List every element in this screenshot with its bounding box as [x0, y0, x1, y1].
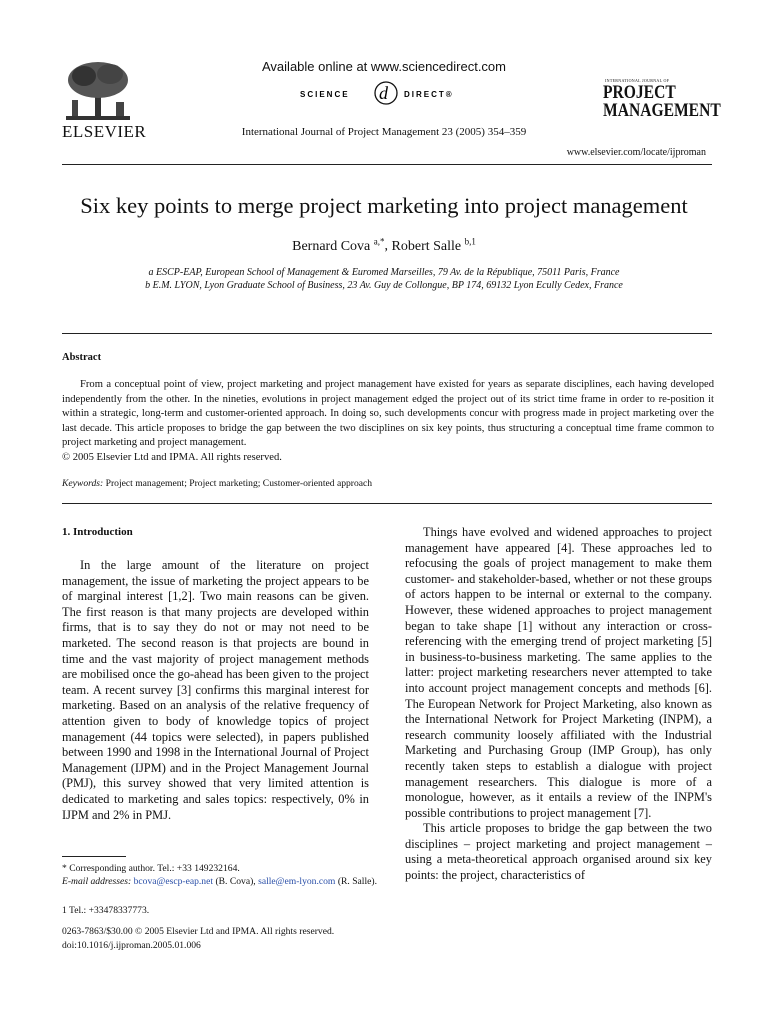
affiliation-b: b E.M. LYON, Lyon Graduate School of Business, 23 Av. Guy de Collongue, BP 174, 69132 Lyon Ecully Cedex, France [145, 280, 623, 291]
sd-right: DIRECT® [404, 90, 454, 99]
section-heading-introduction: 1. Introduction [62, 526, 133, 538]
intro-paragraph-3: This article proposes to bridge the gap between the two disciplines – project marketing and project management – using a meta-theoretical approach organised around six key points: the project, characteristics of [405, 821, 712, 883]
journal-url[interactable]: www.elsevier.com/locate/ijproman [566, 147, 706, 158]
keywords-label: Keywords: [62, 478, 104, 489]
footnote-tel: 1 Tel.: +33478337773. [62, 905, 150, 916]
email-owner-cova: (B. Cova), [215, 876, 256, 887]
abstract-text: From a conceptual point of view, project marketing and project management have existed for years as separate disciplines, each having developed independently from the other. In the nineties, evolutions in project management edged the project out of its strict time frame in order to re-position it within a strategic, long-term and customer-oriented approach. In doing so, such developments concur with progress made in project marketing over the last decade. This article proposes to bridge the gap between the two disciplines on six key points, thus structuring a conceptual time frame common to project marketing and project management. [62, 379, 714, 448]
article-title: Six key points to merge project marketing into project management [80, 193, 688, 218]
abstract-rule-top [62, 333, 712, 334]
keywords [62, 478, 372, 489]
affiliation-a: a ESCP-EAP, European School of Management & Euromed Marseilles, 79 Av. de la République, 75011 Paris, France [148, 267, 620, 278]
svg-text:d: d [379, 83, 388, 103]
footer-copyright: 0263-7863/$30.00 © 2005 Elsevier Ltd and IPMA. All rights reserved. [62, 926, 335, 937]
brand-small: INTERNATIONAL JOURNAL OF [605, 78, 670, 83]
footnote-rule [62, 856, 126, 857]
authors: Bernard Cova $^{a,*}$, Robert Salle $^{b,1}$ [292, 236, 476, 254]
publisher-name: ELSEVIER [62, 122, 147, 141]
author-cova: Bernard Cova $^{a,*}$ [292, 236, 385, 254]
footnote-emails [62, 875, 380, 888]
email-link-salle[interactable]: salle@em-lyon.com [258, 876, 336, 887]
journal-brand [603, 84, 721, 120]
sd-left: SCIENCE [300, 90, 350, 99]
abstract-body [62, 378, 714, 465]
column-right [405, 525, 712, 884]
journal-citation: International Journal of Project Management 23 (2005) 354–359 [241, 126, 527, 138]
brand-line1: PROJECT [603, 82, 676, 103]
footer-doi: doi:10.1016/j.ijproman.2005.01.006 [62, 940, 201, 951]
sciencedirect-logo [300, 80, 475, 106]
intro-paragraph-1: In the large amount of the literature on project management, the issue of marketing the project appears to be of marginal interest [1,2]. Two main reasons can be given. The first reason is that many projects are developed within firms, that is to say they do not or may not need to be marketed. The second reason is that projects are bound in time and the vast majority of project management methods are mobilised once the go-ahead has been given to the project team. A recent survey [3] confirms this marginal interest for marketing. Based on an analysis of the relative frequency of attention given to body of knowledge topics of project management (44 topics were selected), in papers published between 1990 and 1998 in the International Journal of Project Management (IJPM) and in the Project Management Journal (PMJ), this survey showed that very limited attention is dedicated to marketing and sales topics: respectively, 0% in IJPM and 2% in PMJ. [62, 558, 369, 822]
abstract-rule-bottom [62, 503, 712, 504]
brand-line2: MANAGEMENT [603, 100, 721, 121]
abstract-copyright: © 2005 Elsevier Ltd and IPMA. All rights reserved. [62, 451, 282, 463]
author-salle: Robert Salle $^{b,1}$ [391, 236, 476, 254]
available-online: Available online at www.sciencedirect.com [262, 59, 506, 74]
email-link-cova[interactable]: bcova@escp-eap.net [133, 876, 214, 887]
abstract-heading: Abstract [62, 352, 102, 363]
intro-paragraph-2: Things have evolved and widened approaches to project management have appeared [4]. These approaches led to refocusing the goals of project management to make them customer- and stakeholder-based, whether or not these groups of actors happen to be internal or external to the company. However, these widened approaches to project management began to take shape [1] without any interaction or cross-referencing with the emerging trend of project marketing [5] in business-to-business marketing. The same applies to the latter: project marketing researchers never attempted to take into account project management concepts and methods [6]. The European Network for Project Marketing, also known as the International Network for Project Marketing (INPM), a research community loosely affiliated with the Industrial Marketing and Purchasing Group (IMP Group), has only recently taken steps to establish a dialogue with project management researchers. This dialogue is more of a monologue, however, as it entails a review of the INPM's possible contributions to project management [7]. [405, 525, 712, 820]
header-rule [62, 164, 712, 165]
email-label: E-mail addresses: [62, 876, 132, 887]
keywords-text: Project management; Project marketing; Customer-oriented approach [105, 478, 373, 489]
footnote-corresponding: * Corresponding author. Tel.: +33 149232164. [62, 863, 240, 874]
column-left [62, 558, 369, 823]
email-owner-salle: (R. Salle). [337, 876, 377, 887]
